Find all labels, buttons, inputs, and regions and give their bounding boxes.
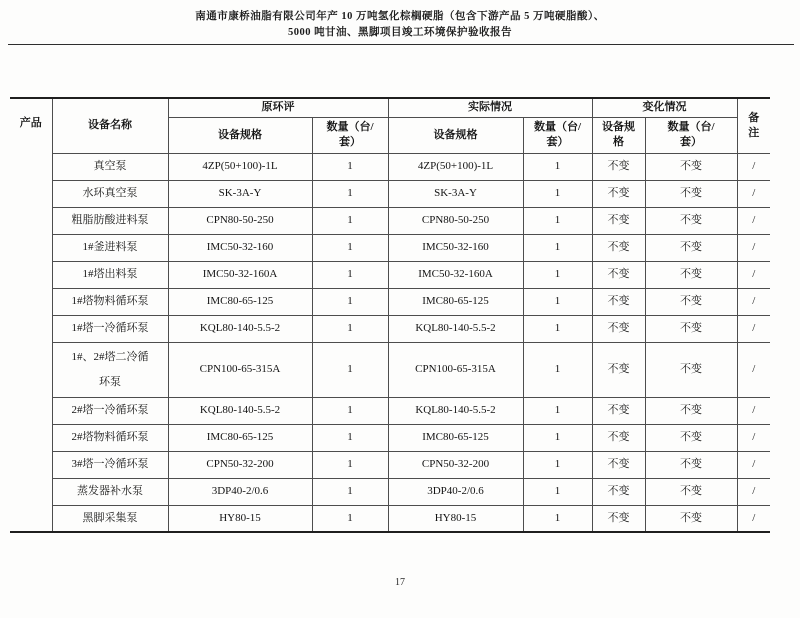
- orig-spec-cell: 4ZP(50+100)-1L: [168, 153, 312, 180]
- change-spec-header: [592, 117, 645, 153]
- original-quantity-header: [312, 117, 388, 153]
- equipment-name-label: 1#、2#塔二冷循环泵: [71, 350, 149, 388]
- equipment-name-cell: 1#釜进料泵: [52, 234, 168, 261]
- actual-spec-cell: 4ZP(50+100)-1L: [388, 153, 523, 180]
- actual-spec-cell: SK-3A-Y: [388, 180, 523, 207]
- equipment-name-header: 设备名称: [52, 98, 168, 153]
- actual-qty-cell: 1: [523, 478, 592, 505]
- actual-qty-cell: 1: [523, 397, 592, 424]
- equipment-name-cell: 3#塔一冷循环泵: [52, 451, 168, 478]
- actual-qty-cell: 1: [523, 342, 592, 397]
- equipment-name-cell: 黑脚采集泵: [52, 505, 168, 532]
- actual-spec-cell: IMC50-32-160: [388, 234, 523, 261]
- remark-cell: /: [737, 261, 770, 288]
- spec-change-cell: 不变: [592, 342, 645, 397]
- remark-cell: /: [737, 397, 770, 424]
- doc-title-line-1: 南通市康桥油脂有限公司年产 10 万吨氢化棕榈硬脂（包含下游产品 5 万吨硬脂酸）、: [195, 11, 605, 22]
- table-row: [10, 207, 770, 234]
- actual-spec-header: 设备规格: [388, 117, 523, 153]
- equipment-name-cell: 1#塔出料泵: [52, 261, 168, 288]
- actual-spec-cell: IMC50-32-160A: [388, 261, 523, 288]
- remark-cell: /: [737, 342, 770, 397]
- table-row: [10, 234, 770, 261]
- actual-spec-cell: CPN100-65-315A: [388, 342, 523, 397]
- actual-spec-cell: HY80-15: [388, 505, 523, 532]
- orig-qty-cell: 1: [312, 180, 388, 207]
- table-row: [10, 342, 770, 397]
- table-row: [10, 478, 770, 505]
- orig-qty-cell: 1: [312, 153, 388, 180]
- equipment-name-cell: [52, 342, 168, 397]
- spec-change-cell: 不变: [592, 288, 645, 315]
- orig-spec-cell: IMC50-32-160A: [168, 261, 312, 288]
- table-row: [10, 451, 770, 478]
- actual-quantity-header: [523, 117, 592, 153]
- orig-spec-cell: IMC80-65-125: [168, 288, 312, 315]
- orig-spec-cell: KQL80-140-5.5-2: [168, 397, 312, 424]
- qty-change-cell: 不变: [645, 424, 737, 451]
- qty-change-cell: 不变: [645, 153, 737, 180]
- actual-spec-cell: IMC80-65-125: [388, 288, 523, 315]
- remark-header: [737, 98, 770, 153]
- document-header: [0, 9, 800, 41]
- qty-change-cell: 不变: [645, 505, 737, 532]
- actual-qty-cell: 1: [523, 261, 592, 288]
- remark-cell: /: [737, 180, 770, 207]
- remark-cell: /: [737, 153, 770, 180]
- table-header-row-groups: [10, 98, 770, 117]
- actual-spec-cell: KQL80-140-5.5-2: [388, 397, 523, 424]
- table-row: [10, 180, 770, 207]
- orig-qty-cell: 1: [312, 288, 388, 315]
- qty-change-cell: 不变: [645, 288, 737, 315]
- spec-change-cell: 不变: [592, 153, 645, 180]
- actual-qty-cell: 1: [523, 180, 592, 207]
- spec-change-cell: 不变: [592, 505, 645, 532]
- orig-qty-cell: 1: [312, 451, 388, 478]
- orig-spec-cell: CPN100-65-315A: [168, 342, 312, 397]
- qty-change-cell: 不变: [645, 478, 737, 505]
- actual-qty-cell: 1: [523, 288, 592, 315]
- qty-change-cell: 不变: [645, 261, 737, 288]
- remark-cell: /: [737, 288, 770, 315]
- actual-qty-cell: 1: [523, 153, 592, 180]
- orig-spec-cell: 3DP40-2/0.6: [168, 478, 312, 505]
- actual-spec-cell: CPN80-50-250: [388, 207, 523, 234]
- remark-cell: /: [737, 505, 770, 532]
- change-spec-header-label: 设备规格: [602, 121, 635, 148]
- table-row: [10, 315, 770, 342]
- table-row: [10, 261, 770, 288]
- spec-change-cell: 不变: [592, 180, 645, 207]
- actual-spec-cell: KQL80-140-5.5-2: [388, 315, 523, 342]
- qty-change-cell: 不变: [645, 315, 737, 342]
- equipment-name-cell: 蒸发器补水泵: [52, 478, 168, 505]
- actual-qty-cell: 1: [523, 424, 592, 451]
- qty-change-cell: 不变: [645, 207, 737, 234]
- actual-qty-cell: 1: [523, 207, 592, 234]
- change-quantity-header-label: 数量（台/套）: [667, 121, 715, 148]
- remark-cell: /: [737, 424, 770, 451]
- table-row: [10, 397, 770, 424]
- equipment-name-cell: 真空泵: [52, 153, 168, 180]
- orig-qty-cell: 1: [312, 234, 388, 261]
- change-quantity-header: [645, 117, 737, 153]
- actual-qty-cell: 1: [523, 315, 592, 342]
- orig-spec-cell: HY80-15: [168, 505, 312, 532]
- orig-qty-cell: 1: [312, 397, 388, 424]
- qty-change-cell: 不变: [645, 234, 737, 261]
- remark-header-label: 备注: [748, 112, 760, 139]
- qty-change-cell: 不变: [645, 397, 737, 424]
- orig-qty-cell: 1: [312, 424, 388, 451]
- doc-title-line-2: 5000 吨甘油、黑脚项目竣工环境保护验收报告: [287, 27, 513, 38]
- spec-change-cell: 不变: [592, 451, 645, 478]
- product-column-header: 产品: [10, 98, 52, 532]
- spec-change-cell: 不变: [592, 234, 645, 261]
- orig-qty-cell: 1: [312, 505, 388, 532]
- equipment-name-cell: 1#塔一冷循环泵: [52, 315, 168, 342]
- remark-cell: /: [737, 234, 770, 261]
- original-quantity-header-label: 数量（台/套）: [326, 121, 374, 148]
- actual-spec-cell: 3DP40-2/0.6: [388, 478, 523, 505]
- equipment-name-cell: 2#塔一冷循环泵: [52, 397, 168, 424]
- orig-spec-cell: SK-3A-Y: [168, 180, 312, 207]
- remark-cell: /: [737, 207, 770, 234]
- actual-qty-cell: 1: [523, 234, 592, 261]
- spec-change-cell: 不变: [592, 207, 645, 234]
- actual-qty-cell: 1: [523, 451, 592, 478]
- equipment-name-cell: 2#塔物料循环泵: [52, 424, 168, 451]
- spec-change-cell: 不变: [592, 261, 645, 288]
- actual-quantity-header-label: 数量（台/套）: [533, 121, 582, 148]
- orig-spec-cell: CPN50-32-200: [168, 451, 312, 478]
- remark-cell: /: [737, 315, 770, 342]
- actual-situation-group-header: 实际情况: [388, 98, 592, 117]
- equipment-comparison-table: [10, 97, 770, 533]
- spec-change-cell: 不变: [592, 478, 645, 505]
- orig-spec-cell: IMC50-32-160: [168, 234, 312, 261]
- qty-change-cell: 不变: [645, 342, 737, 397]
- orig-qty-cell: 1: [312, 342, 388, 397]
- orig-qty-cell: 1: [312, 207, 388, 234]
- original-spec-header: 设备规格: [168, 117, 312, 153]
- equipment-name-cell: 粗脂肪酸进料泵: [52, 207, 168, 234]
- orig-spec-cell: KQL80-140-5.5-2: [168, 315, 312, 342]
- table-row: [10, 424, 770, 451]
- change-situation-group-header: 变化情况: [592, 98, 737, 117]
- equipment-name-cell: 1#塔物料循环泵: [52, 288, 168, 315]
- orig-qty-cell: 1: [312, 478, 388, 505]
- orig-spec-cell: IMC80-65-125: [168, 424, 312, 451]
- actual-qty-cell: 1: [523, 505, 592, 532]
- remark-cell: /: [737, 451, 770, 478]
- qty-change-cell: 不变: [645, 180, 737, 207]
- actual-spec-cell: IMC80-65-125: [388, 424, 523, 451]
- original-eia-group-header: 原环评: [168, 98, 388, 117]
- actual-spec-cell: CPN50-32-200: [388, 451, 523, 478]
- orig-qty-cell: 1: [312, 315, 388, 342]
- remark-cell: /: [737, 478, 770, 505]
- qty-change-cell: 不变: [645, 451, 737, 478]
- page-number: 17: [395, 577, 405, 588]
- table-row: [10, 505, 770, 532]
- spec-change-cell: 不变: [592, 315, 645, 342]
- header-divider: [8, 44, 794, 45]
- orig-spec-cell: CPN80-50-250: [168, 207, 312, 234]
- equipment-name-cell: 水环真空泵: [52, 180, 168, 207]
- orig-qty-cell: 1: [312, 261, 388, 288]
- table-row: [10, 288, 770, 315]
- spec-change-cell: 不变: [592, 397, 645, 424]
- table-row: [10, 153, 770, 180]
- spec-change-cell: 不变: [592, 424, 645, 451]
